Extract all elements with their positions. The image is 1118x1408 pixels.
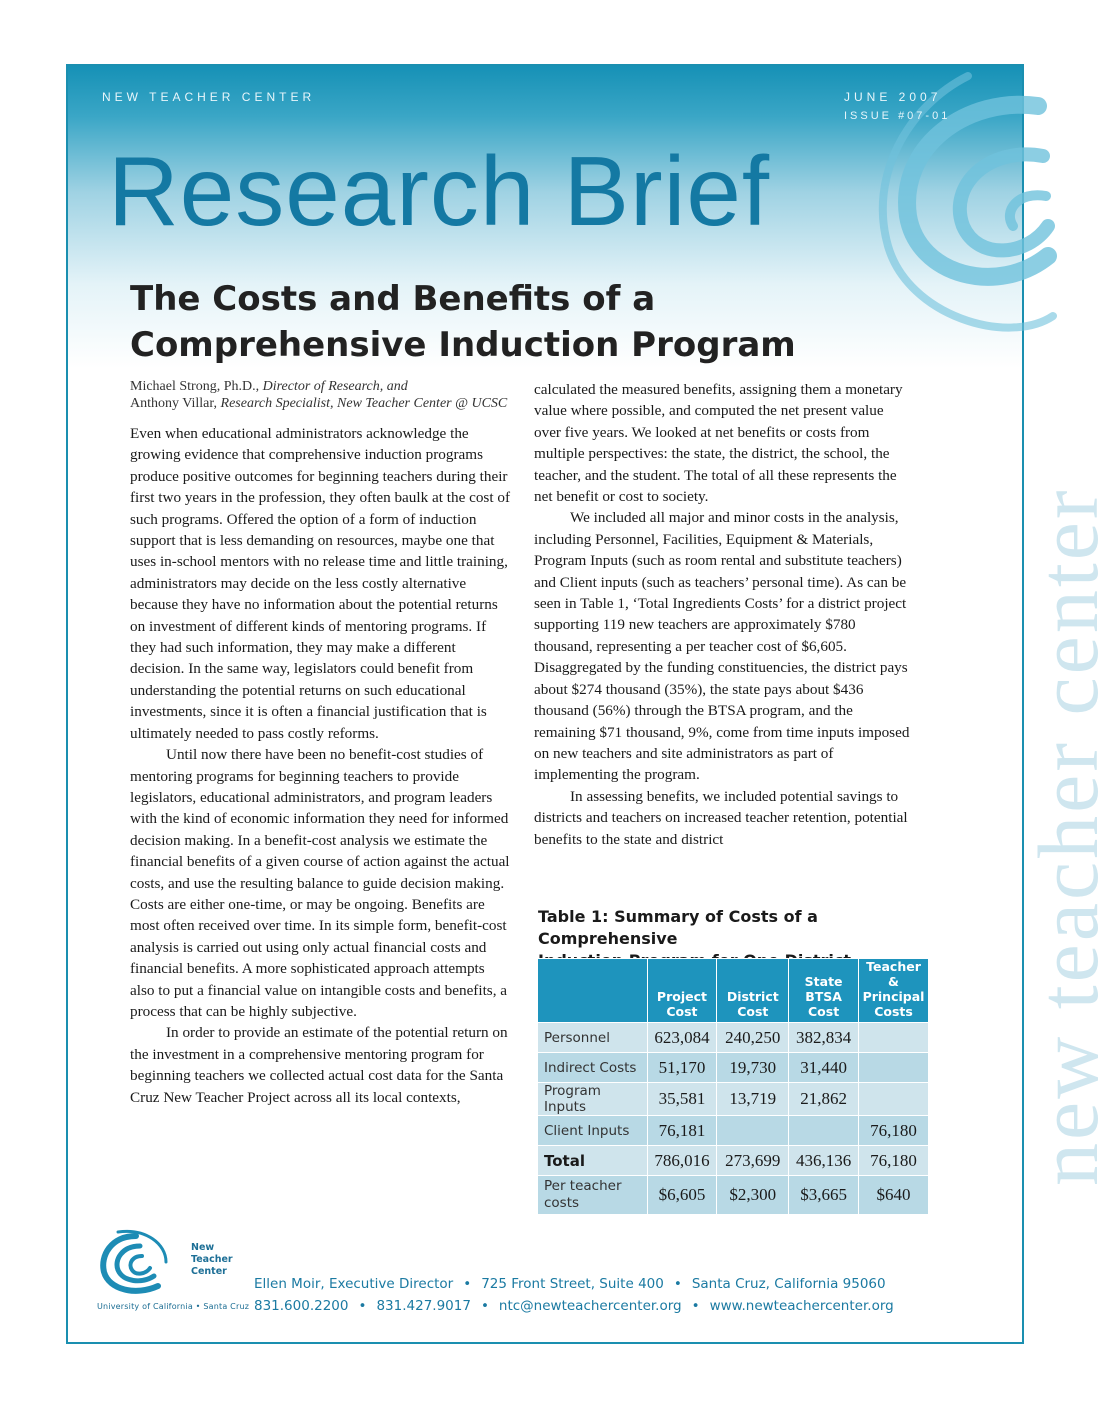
table-header-row [538,959,929,1023]
row-label: Per teacher costs [538,1176,648,1215]
row-label: Indirect Costs [538,1053,648,1083]
body-column-right [534,379,914,850]
contact-line-1 [254,1276,886,1292]
vertical-brand-text: new teacher center [1020,487,1116,1186]
paragraph: calculated the measured benefits, assigning them a monetary value where possible, and computed the net present value over five years. We looked at net benefits or costs from multiple perspectives: the state, the district, the school, the teacher, and the student. The total of all these represents the net benefit or cost to society. [534,381,903,506]
table-row-total [538,1146,929,1176]
cell: 76,180 [859,1116,929,1146]
contact-line-2 [254,1298,894,1314]
header-district-cost: District Cost [717,959,789,1023]
table-title-line-1: Table 1: Summary of Costs of a Comprehensive [538,907,818,948]
city: Santa Cruz, California 95060 [691,1276,886,1292]
table-row [538,1023,929,1053]
bullet: • [480,1298,489,1314]
email-link[interactable]: ntc@newteachercenter.org [498,1298,682,1314]
row-label: Total [538,1146,648,1176]
cell: $640 [859,1176,929,1215]
brand-title: Research Brief [108,136,771,246]
issue-number: ISSUE #07-01 [844,110,951,122]
paragraph: Even when educational administrators acknowledge the growing evidence that comprehensive induction programs produce positive outcomes for beginning teachers during their first two years in the profession, they often baulk at the cost of such programs. Offered the option of a form of induction support that is less demanding on resources, maybe one that uses in-school mentors with no release time and little training, administrators may decide on the less costly alternative because they have no information about the potential returns on investment of different kinds of mentoring programs. If they had such information, they may make a different decision. In the same way, legislators could benefit from understanding the potential returns on such educational investments, since it is often a financial justification that is ultimately needed to pass costly reforms. [130,425,511,742]
website-link[interactable]: www.newteachercenter.org [709,1298,894,1314]
author-1-role: Director of Research, and [262,379,408,394]
author-2-role: Research Specialist, New Teacher Center @ UCSC [220,396,508,411]
cell [859,1053,929,1083]
cell: 240,250 [717,1023,789,1053]
cell: 76,181 [647,1116,717,1146]
cell: 31,440 [789,1053,859,1083]
bullet: • [358,1298,367,1314]
cost-summary-table [537,958,929,1215]
org-label: NEW TEACHER CENTER [102,90,316,104]
cell: 35,581 [647,1083,717,1116]
phone: 831.600.2200 [254,1298,349,1314]
row-label: Program Inputs [538,1083,648,1116]
cell [859,1023,929,1053]
fax: 831.427.9017 [376,1298,471,1314]
row-label: Personnel [538,1023,648,1053]
header-project-cost: Project Cost [647,959,717,1023]
cell [789,1116,859,1146]
cell: 51,170 [647,1053,717,1083]
cell: 623,084 [647,1023,717,1053]
paragraph: Until now there have been no benefit-cost studies of mentoring programs for beginning teachers to provide legislators, educational administrators, and program leaders with the kind of economic information they need for informed decision making. In a benefit-cost analysis we estimate the financial benefits of a given course of action against the actual costs, and use the resulting balance to guide decision making. Costs are either one-time, or may be ongoing. Benefits are most often received over time. In its simple form, benefit-cost analysis is carried out using only actual financial costs and financial benefits. A more sophisticated approach attempts also to put a financial value on intangible costs and benefits, a process that can be highly subjective. [130,746,510,1020]
ntc-logo [96,1230,246,1305]
bullet: • [463,1276,472,1292]
title-line-1: The Costs and Benefits of a [130,279,656,319]
cell: $6,605 [647,1176,717,1215]
header-blank [538,959,648,1023]
ucsc-label: University of California • Santa Cruz [97,1302,250,1311]
table-row [538,1116,929,1146]
paragraph: In order to provide an estimate of the potential return on the investment in a comprehensive mentoring program for beginning teachers we collected actual cost data for the Santa Cruz New Teacher Project across all its local contexts, [130,1024,508,1106]
table-row [538,1053,929,1083]
cell: $2,300 [717,1176,789,1215]
cell: 19,730 [717,1053,789,1083]
paragraph: In assessing benefits, we included potential savings to districts and teachers on increased teacher retention, potential benefits to the state and district [534,787,908,848]
cell [859,1083,929,1116]
director: Ellen Moir, Executive Director [254,1276,454,1292]
bullet: • [673,1276,682,1292]
header-state-btsa-cost: State BTSA Cost [789,959,859,1023]
issue-date: JUNE 2007 [844,90,942,104]
cell [717,1116,789,1146]
swirl-logo-icon [96,1230,246,1300]
logo-word-3: Center [191,1266,227,1277]
bullet: • [691,1298,700,1314]
table-row-per-teacher [538,1176,929,1215]
cell: $3,665 [789,1176,859,1215]
logo-word-1: New [191,1242,215,1253]
logo-word-2: Teacher [191,1254,233,1265]
author-2-name: Anthony Villar, [130,396,221,411]
article-title [130,276,796,368]
header-teacher-principal-costs: Teacher & Principal Costs [859,959,929,1023]
author-1-name: Michael Strong, Ph.D., [130,379,263,394]
cell: 76,180 [859,1146,929,1176]
swirl-graphic [868,86,1048,346]
address: 725 Front Street, Suite 400 [481,1276,664,1292]
cell: 273,699 [717,1146,789,1176]
row-label: Client Inputs [538,1116,648,1146]
table-row [538,1083,929,1116]
cell: 436,136 [789,1146,859,1176]
body-column-left [130,423,510,1108]
paragraph: We included all major and minor costs in the analysis, including Personnel, Facilities, Equipment & Materials, Program Inputs (such as room rental and substitute teachers) and Client inputs (such as teachers’ personal time). As can be seen in Table 1, ‘Total Ingredients Costs’ for a district project supporting 119 new teachers are approximately $780 thousand, representing a per teacher cost of $6,605. Disaggregated by the funding constituencies, the district pays about $274 thousand (35%), the state pays about $436 thousand (56%) through the BTSA program, and the remaining $71 thousand, 9%, come from time inputs imposed on new teachers and site administrators as part of implementing the program. [534,509,910,784]
cell: 786,016 [647,1146,717,1176]
cell: 382,834 [789,1023,859,1053]
title-line-2: Comprehensive Induction Program [130,325,796,365]
cell: 21,862 [789,1083,859,1116]
author-block [130,378,507,412]
cell: 13,719 [717,1083,789,1116]
